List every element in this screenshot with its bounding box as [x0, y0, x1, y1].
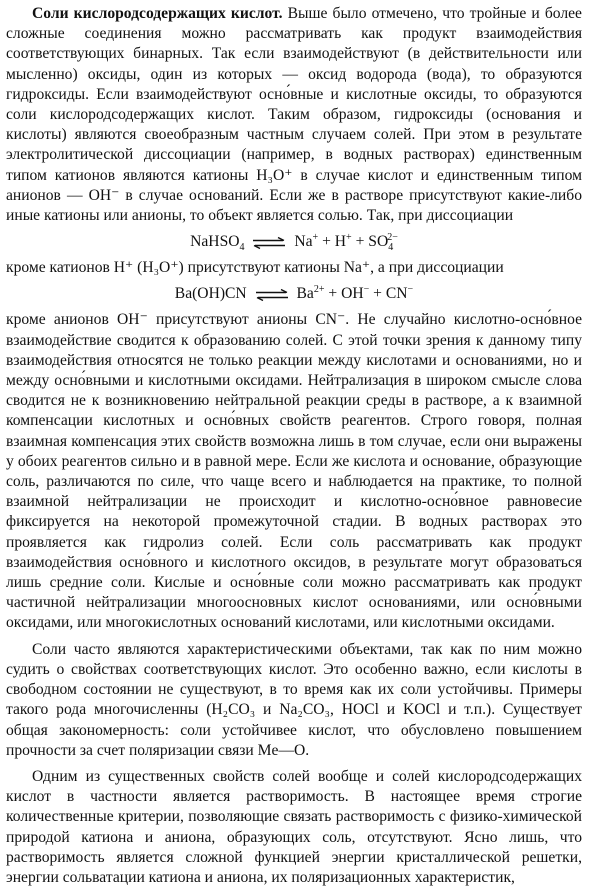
formula-ion-oh: OH−	[341, 284, 370, 303]
formula-lhs: Ba(OH)CN	[174, 285, 247, 303]
formula-lhs: NaHSO$_4$	[190, 233, 245, 254]
formula-ion-so4: $SO_4^{2-}$	[368, 232, 398, 254]
equilibrium-arrow-icon	[252, 237, 286, 249]
section-heading: Соли кислородсодержащих кислот.	[32, 5, 283, 22]
plus-sign: +	[355, 233, 365, 251]
paragraph-neutralization: кроме анионов OH⁻ присутствуют анионы CN⁻. Не случайно кислотно-осно́вное взаимодействие сводится к образованию солей. С этой точки зрения к данному типу взаимодействия относятся не только реакции между кислотами и основаниями, но и между осно́вными и кислотными оксидами. Нейтрализация в широком смысле слова сводится не к возникновению нейтральной реакции среды в растворе, а к взаимной компенсации кислотных и осно́вных свойств реагентов. Строго говоря, полная взаимная компенсация этих свойств возможна лишь в том случае, если они выражены у обоих реагентов сильно и в равной мере. Если же кислота и основание, образующие соль, различаются по силе, что чаще всего и наблюдается на практике, то полной взаимной нейтрализации не происходит и кислотно-осно́вное равновесие фиксируется на некоторой промежуточной стадии. В водных растворах это проявляется как гидролиз солей. Если соль рассматривать как продукт взаимодействия осно́вного и кислотного оксидов, в результате могут образоваться лишь средние соли. Кислые и осно́вные соли можно рассматривать как продукт частичной нейтрализации многоосновных кислот основаниями, или осно́вными оксидами, или многокислотных оснований кислотами, или кислотными оксидами.	[6, 311, 582, 632]
formula-ion-na: Na+	[294, 232, 319, 251]
equation-nahso4-dissociation	[6, 228, 582, 256]
equilibrium-arrow-icon	[255, 289, 289, 301]
equation-baohcn-dissociation	[6, 280, 582, 308]
formula-ion-cn: CN−	[385, 284, 414, 303]
paragraph-intro-text: Выше было отмечено, что тройные и более сложные соединения можно рассматривать как продукт взаимодействия соответствующих бинарных. Так если взаимодействуют (в действительности или мысленно) оксиды, один из которых — оксид водорода (вода), то образуются гидроксиды. Если взаимодействуют осно́вные и кислотные оксиды, то образуются соли кислородсодержащих кислот. Таким образом, гидроксиды (основания и кислоты) являются своеобразным частным случаем солей. При этом в результате электролитической диссоциации (например, в водных растворах) единственным типом катионов являются катионы H₃O⁺ в случае кислот и единственным типом анионов — OH⁻ в случае оснований. Если же в растворе присутствуют какие-либо иные катионы или анионы, то объект является солью. Так, при диссоциации	[6, 5, 582, 225]
plus-sign: +	[328, 285, 338, 303]
paragraph-intro	[6, 4, 582, 226]
formula-ion-h: H+	[334, 232, 352, 251]
paragraph-salts-characteristic: Соли часто являются характеристическими объектами, так как по ним можно судить о свойствах соответствующих кислот. Это особенно важно, если кислоты в свободном состоянии не существуют, в то время как их соли устойчивы. Примеры такого рода многочисленны (H₂CO₃ и Na₂CO₃, HOCl и KOCl и т.п.). Существует общая закономерность: соли устойчивее кислот, что обусловлено повышением прочности за счет поляризации связи Me—O.	[6, 640, 582, 759]
plus-sign: +	[322, 233, 331, 251]
plus-sign: +	[373, 285, 382, 303]
paragraph-mid-line: кроме катионов H⁺ (H₃O⁺) присутствуют катионы Na⁺, а при диссоциации	[6, 259, 504, 277]
formula-ion-ba: $Ba^{2+}$	[296, 284, 325, 303]
paragraph-solubility: Одним из существенных свойств солей вообще и солей кислородсодержащих кислот в частности является растворимость. В настоящее время строгие количественные критерии, позволяющие связать растворимость с физико-химической природой катиона и аниона, образующих соль, отсутствуют. Ясно лишь, что растворимость является сложной функцией энергии кристаллической решетки, энергии сольватации катиона и аниона, их поляризационных характеристик,	[6, 767, 582, 886]
